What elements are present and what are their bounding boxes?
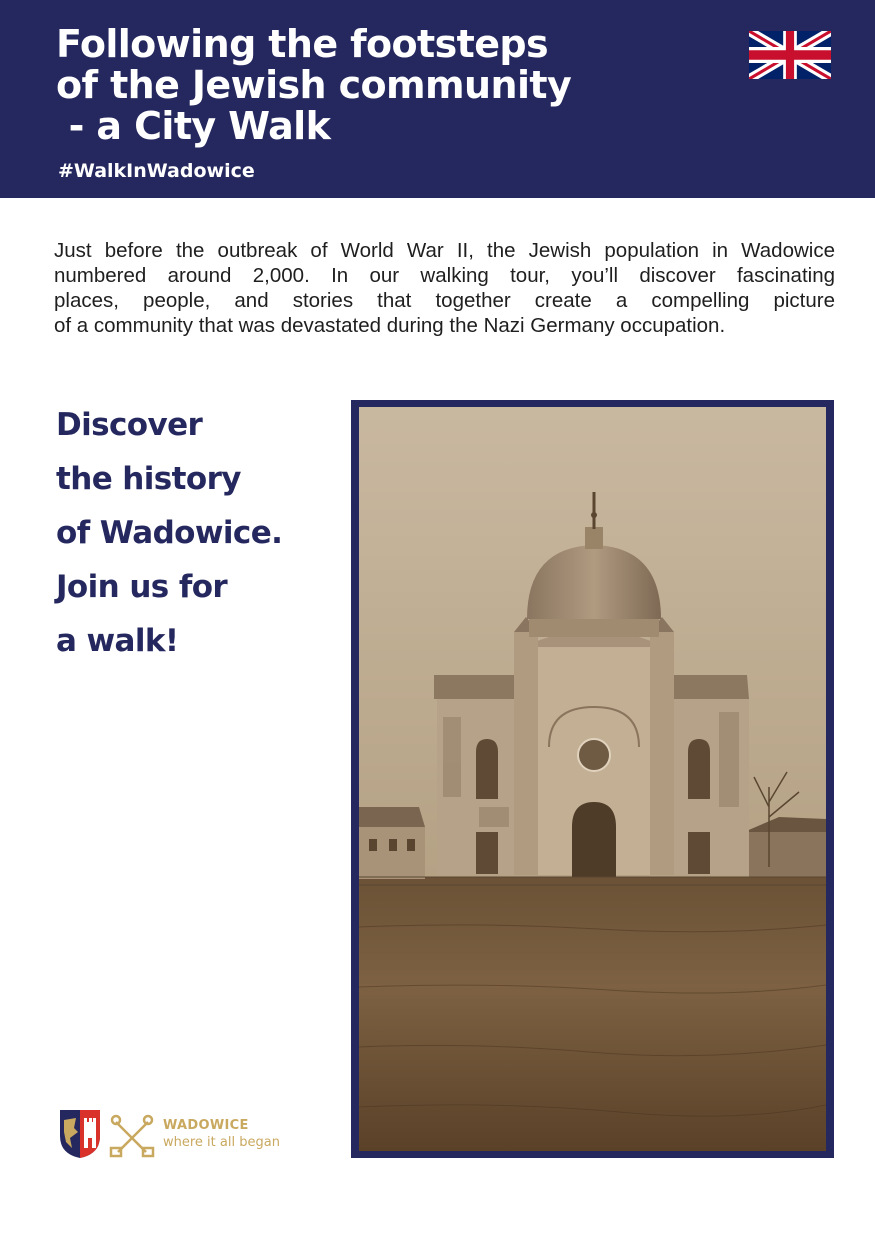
title-line: Following the footsteps	[56, 22, 549, 66]
brand-name: WADOWICE	[163, 1118, 249, 1133]
cta-line: a walk!	[56, 623, 179, 659]
brand-tagline: where it all began	[163, 1135, 280, 1150]
title-line: - a City Walk	[56, 104, 331, 148]
synagogue-photo	[359, 407, 826, 1151]
intro-line: numbered around 2,000. In our walking tour, you’ll discover fascinating	[54, 264, 835, 287]
brand-logo[interactable]	[58, 1108, 318, 1163]
intro-line: places, people, and stories that together create a compelling picture	[54, 289, 835, 312]
cta-line: the history	[56, 461, 241, 497]
intro-paragraph	[54, 238, 835, 338]
intro-line: of a community that was devastated during the Nazi Germany occupation.	[54, 314, 726, 337]
page-title	[56, 24, 696, 147]
discover-heading	[56, 398, 346, 668]
cta-line: Join us for	[56, 569, 228, 605]
uk-flag-icon[interactable]	[749, 31, 831, 79]
title-line: of the Jewish community	[56, 63, 572, 107]
cta-line: of Wadowice.	[56, 515, 283, 551]
hashtag: #WalkInWadowice	[58, 160, 255, 182]
crossed-keys-icon	[108, 1112, 156, 1158]
synagogue-illustration	[359, 407, 826, 1151]
header-banner	[0, 0, 875, 198]
photo-frame	[351, 400, 834, 1158]
cta-line: Discover	[56, 407, 203, 443]
wadowice-crest-icon	[58, 1108, 102, 1160]
intro-line: Just before the outbreak of World War II, the Jewish population in Wadowice	[54, 239, 835, 262]
